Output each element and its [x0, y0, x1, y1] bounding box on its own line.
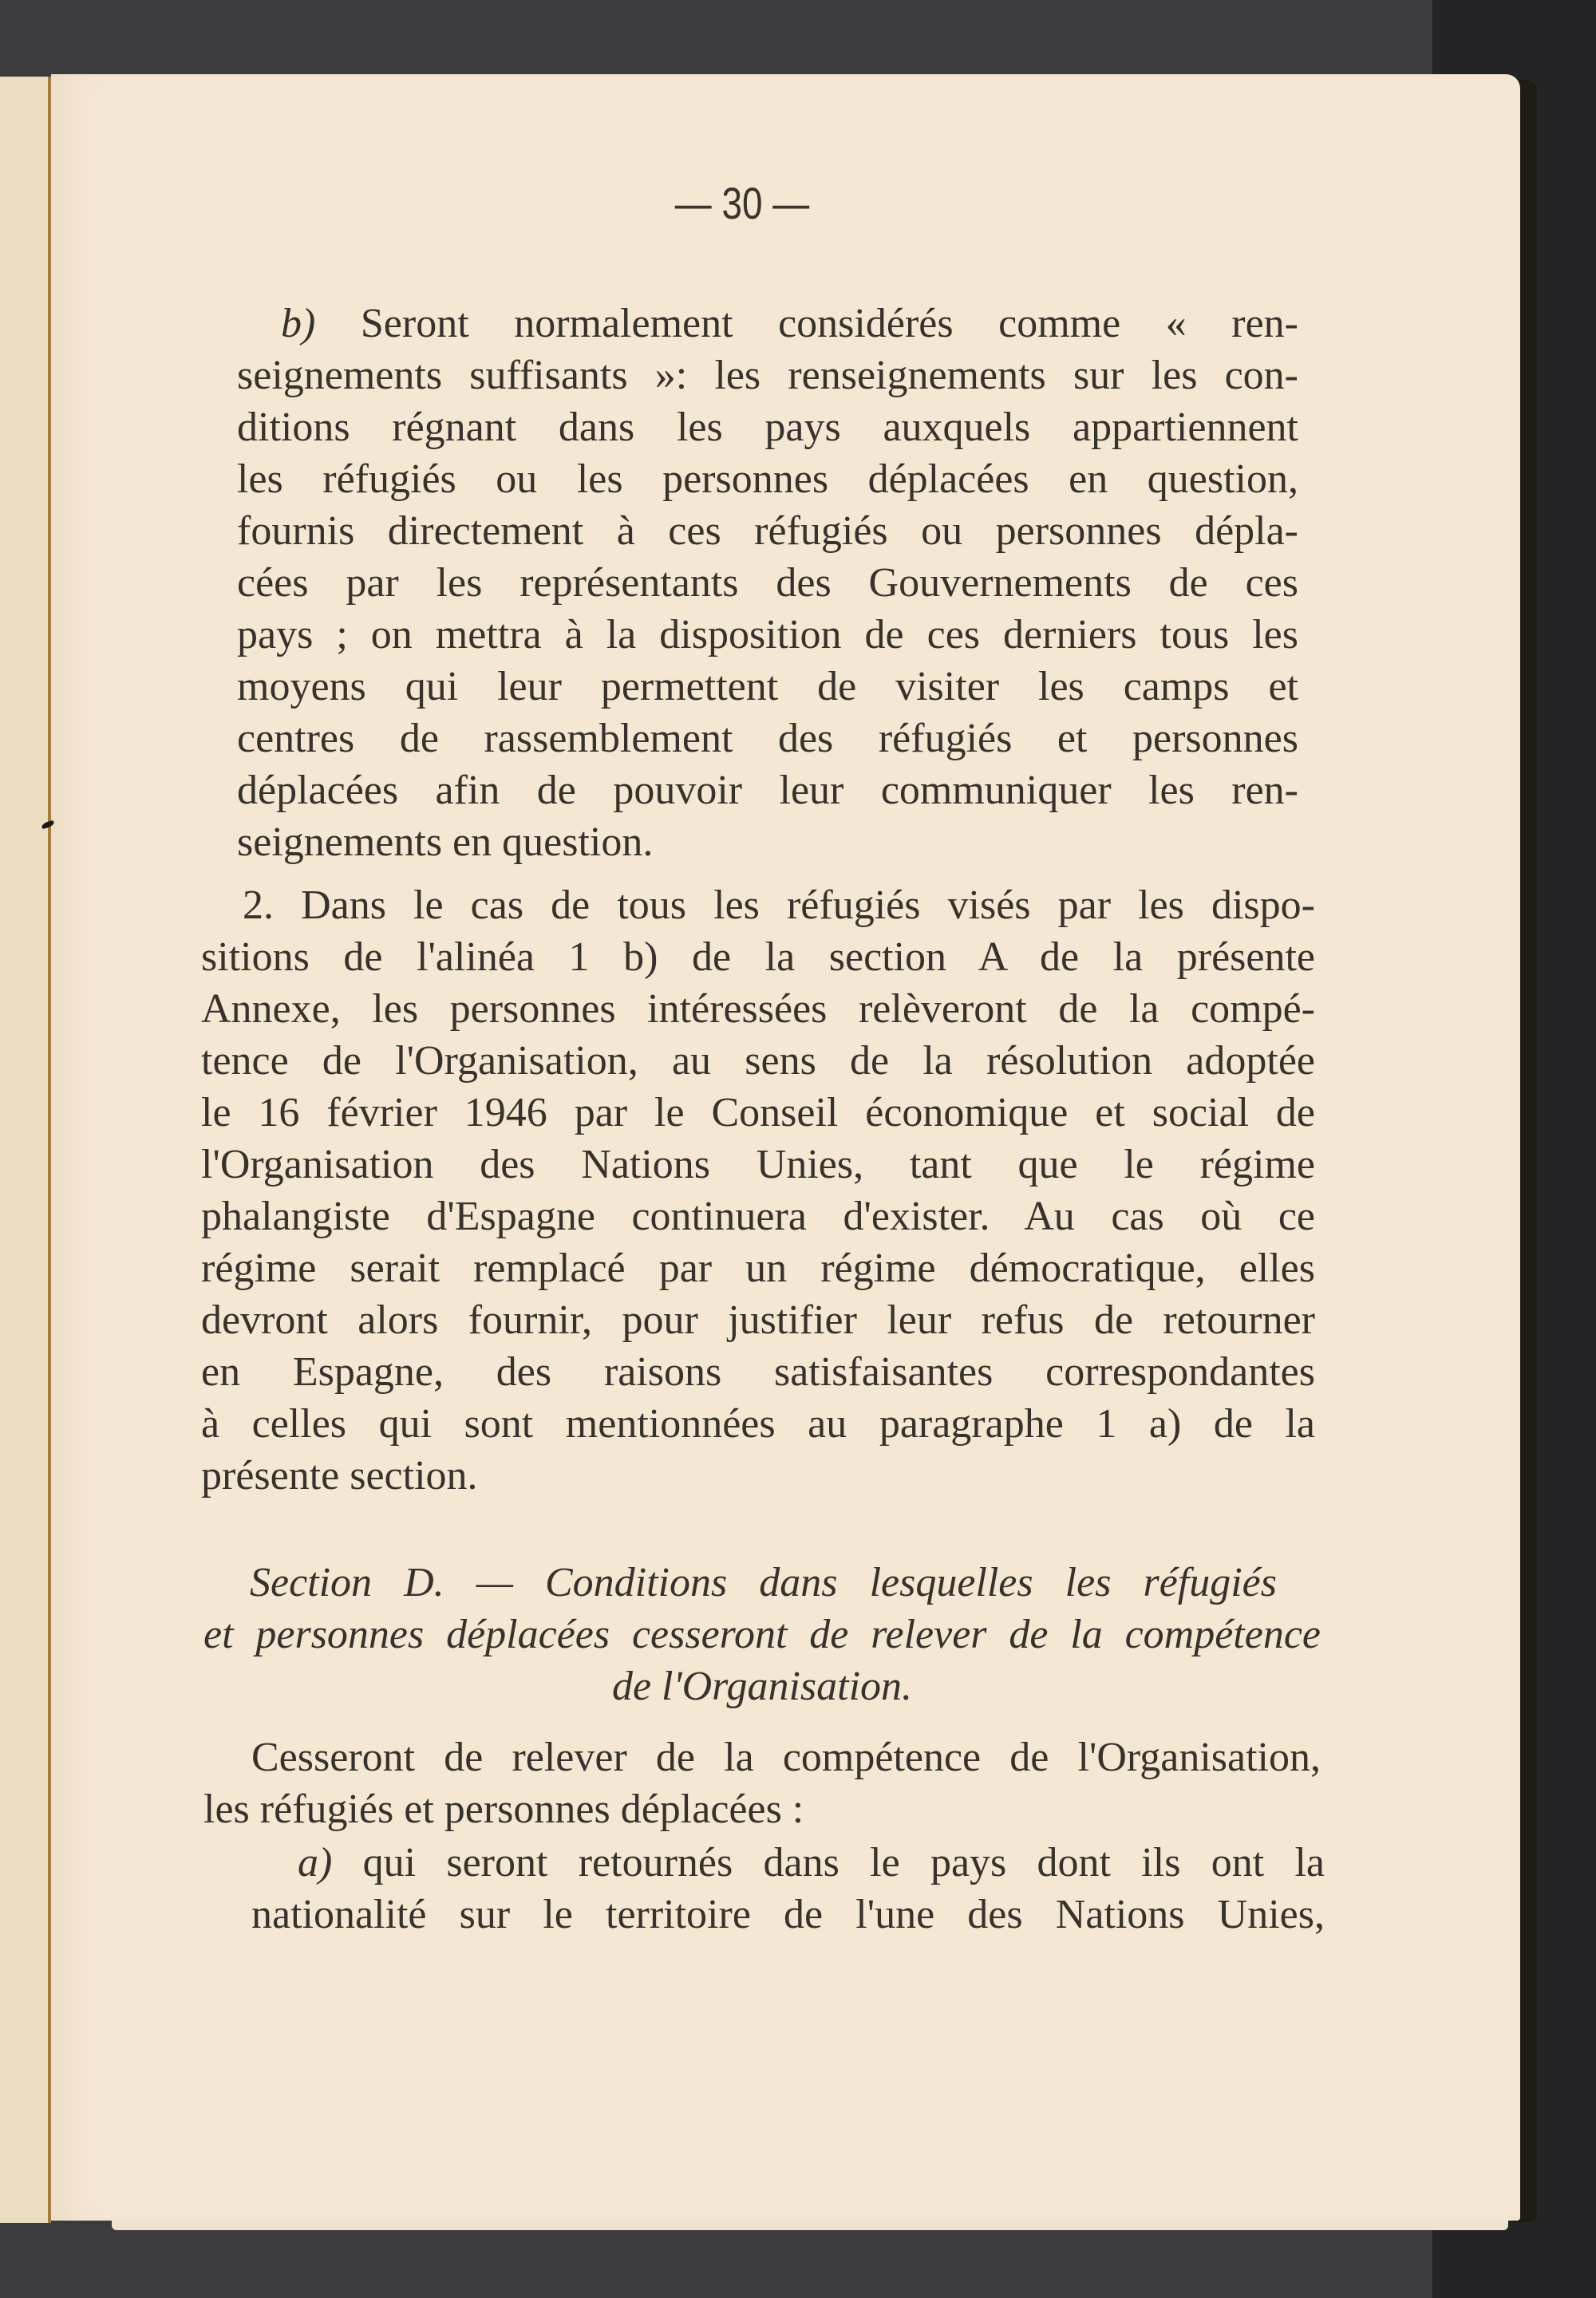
heading-line: Section D. — Conditions dans lesquelles les réfugiés — [250, 1560, 1277, 1605]
text-line: présente section. — [201, 1453, 478, 1498]
text-line: seignements en question. — [237, 819, 654, 865]
text-line: pays ; on mettra à la disposition de ces derniers tous les — [237, 612, 1298, 657]
text-line: a) qui seront retournés dans le pays dont ils ont la — [298, 1840, 1325, 1885]
paragraph-b — [237, 298, 1298, 868]
heading-line: de l'Organisation. — [611, 1664, 913, 1709]
text-line: b) Seront normalement considérés comme « ren- — [281, 301, 1298, 346]
text-line: déplacées afin de pouvoir leur communiquer les ren- — [237, 768, 1298, 813]
paragraph-2 — [201, 879, 1315, 1502]
text-line: Annexe, les personnes intéressées relèveront de la compé- — [201, 986, 1315, 1032]
item-label: b) — [281, 301, 316, 346]
text-line: phalangiste d'Espagne continuera d'exister. Au cas où ce — [201, 1194, 1315, 1239]
item-label: a) — [298, 1840, 333, 1885]
text-line: devront alors fournir, pour justifier leur refus de retourner — [201, 1297, 1315, 1343]
facing-page-strip — [0, 77, 49, 2223]
text-line: sitions de l'alinéa 1 b) de la section A de la présente — [201, 934, 1315, 980]
heading-line: et personnes déplacées cesseront de relever de la compétence — [203, 1612, 1321, 1657]
text-line: l'Organisation des Nations Unies, tant que le régime — [201, 1142, 1315, 1187]
text-line: les réfugiés et personnes déplacées : — [203, 1787, 804, 1832]
text-line: 2. Dans le cas de tous les réfugiés visés par les dispo- — [243, 882, 1315, 928]
section-d-heading — [203, 1557, 1321, 1712]
text-line: fournis directement à ces réfugiés ou personnes dépla- — [237, 508, 1298, 554]
text-line: cées par les représentants des Gouvernements de ces — [237, 560, 1298, 606]
text-line: Cesseront de relever de la compétence de l'Organisation, — [251, 1735, 1321, 1780]
text-line: seignements suffisants »: les renseignements sur les con- — [237, 353, 1298, 398]
text-line: régime serait remplacé par un régime démocratique, elles — [201, 1246, 1315, 1291]
paragraph-cesseront — [203, 1731, 1321, 1835]
text-line: le 16 février 1946 par le Conseil économique et social de — [201, 1090, 1315, 1135]
text-line: nationalité sur le territoire de l'une des Nations Unies, — [251, 1892, 1325, 1937]
text-line: à celles qui sont mentionnées au paragraphe 1 a) de la — [201, 1401, 1315, 1447]
page-number: — 30 — — [674, 178, 810, 228]
text-line: tence de l'Organisation, au sens de la résolution adoptée — [201, 1038, 1315, 1084]
text-line: ditions régnant dans les pays auxquels appartiennent — [237, 405, 1298, 450]
text-line: les réfugiés ou les personnes déplacées en question, — [237, 456, 1298, 502]
item-a — [251, 1837, 1325, 1941]
text-line: centres de rassemblement des réfugiés et personnes — [237, 716, 1298, 761]
text-line: en Espagne, des raisons satisfaisantes correspondantes — [201, 1349, 1315, 1395]
text-line: moyens qui leur permettent de visiter les camps et — [237, 664, 1298, 709]
